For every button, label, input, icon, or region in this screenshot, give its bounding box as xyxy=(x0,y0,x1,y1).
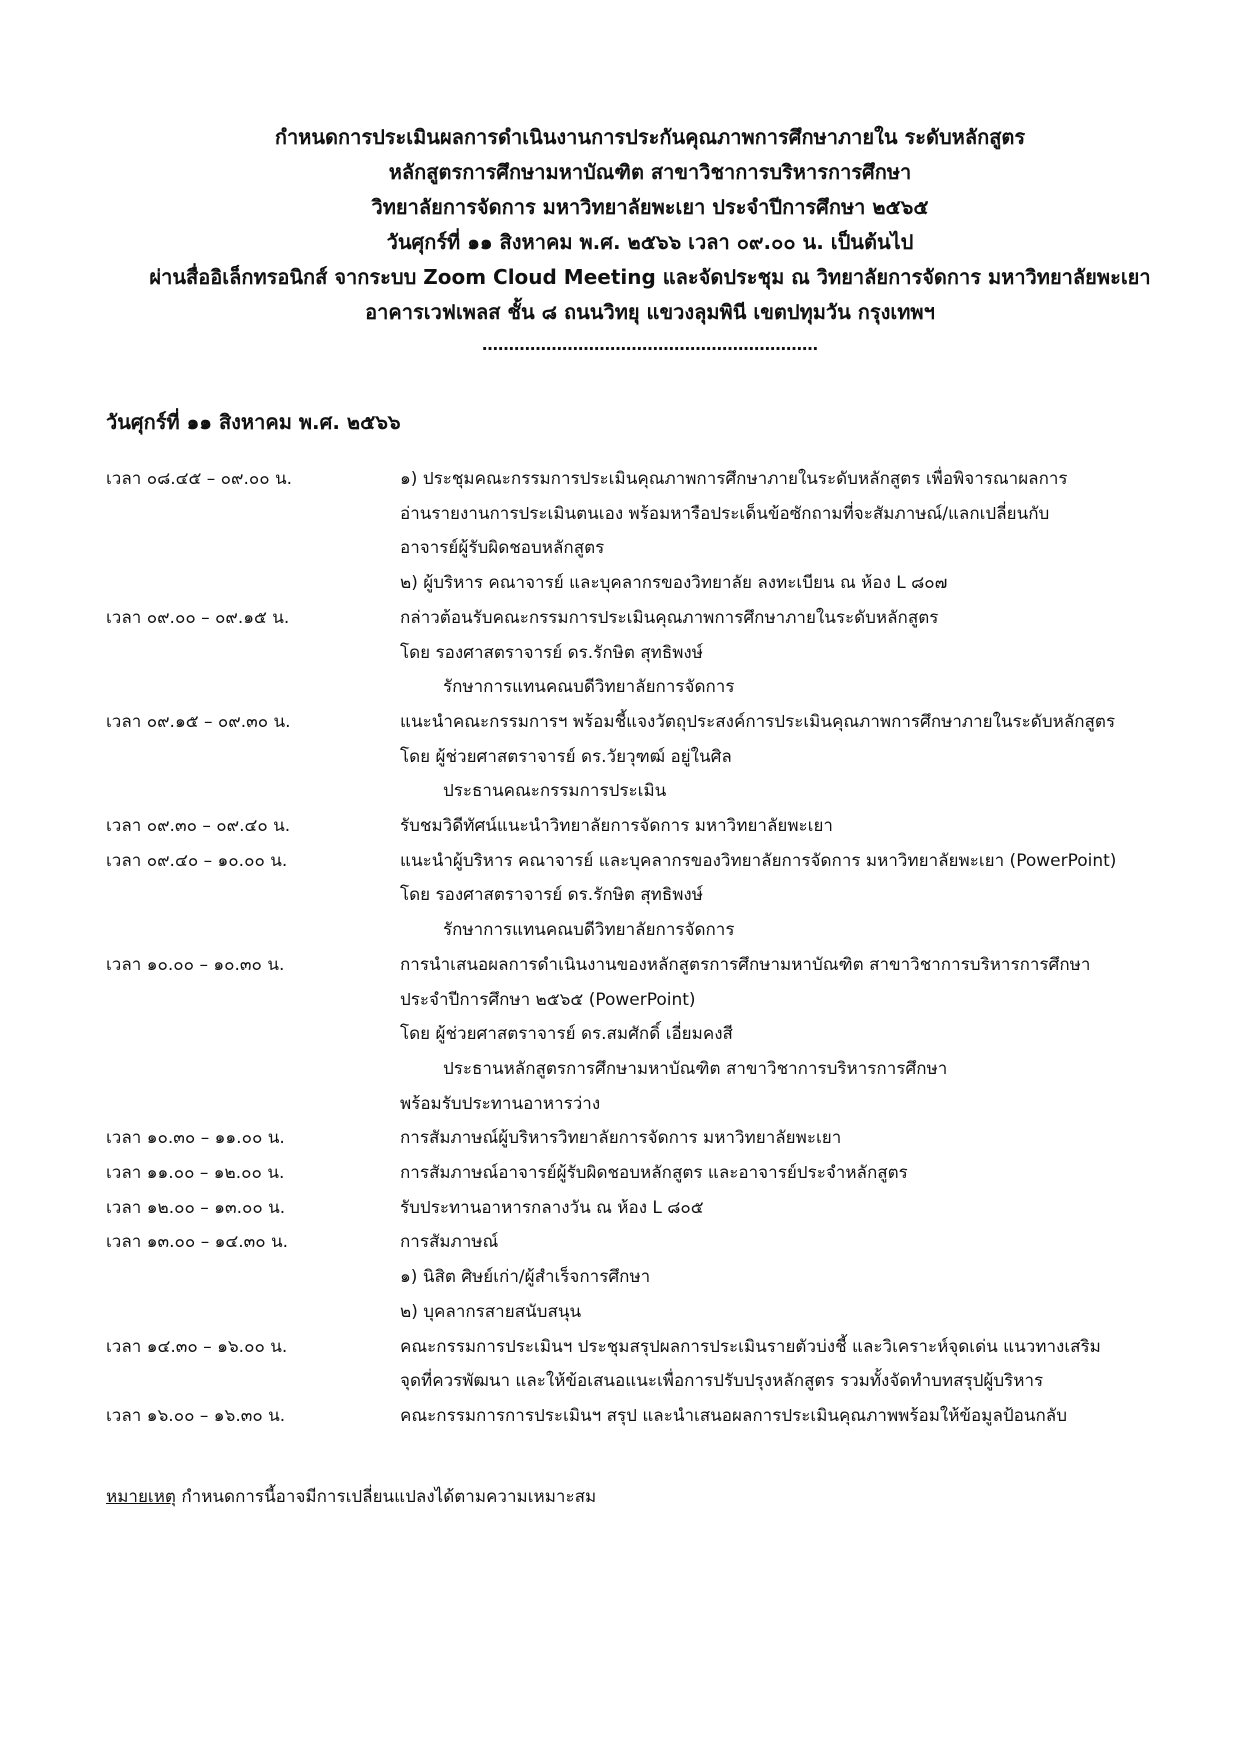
schedule-row xyxy=(106,601,1196,705)
schedule-line: คณะกรรมการการประเมินฯ สรุป และนำเสนอผลการประเมินคุณภาพพร้อมให้ข้อมูลป้อนกลับ xyxy=(400,1405,1067,1426)
schedule-content xyxy=(400,601,1196,705)
schedule-content xyxy=(400,1225,1196,1329)
schedule-line: รักษาการแทนคณบดีวิทยาลัยการจัดการ xyxy=(443,920,735,941)
schedule-row xyxy=(106,1121,1196,1156)
schedule-time: เวลา ๑๔.๓๐ – ๑๖.๐๐ น. xyxy=(106,1336,288,1357)
schedule-time: เวลา ๑๐.๓๐ – ๑๑.๐๐ น. xyxy=(106,1128,285,1149)
schedule-line: ๑) นิสิต ศิษย์เก่า/ผู้สำเร็จการศึกษา xyxy=(400,1267,651,1288)
schedule-time: เวลา ๑๒.๐๐ – ๑๓.๐๐ น. xyxy=(106,1197,286,1218)
schedule-row xyxy=(106,705,1196,809)
schedule-line: การสัมภาษณ์ผู้บริหารวิทยาลัยการจัดการ มหาวิทยาลัยพะเยา xyxy=(400,1128,842,1149)
schedule-line: จุดที่ควรพัฒนา และให้ข้อเสนอแนะเพื่อการปรับปรุงหลักสูตร รวมทั้งจัดทำบทสรุปผู้บริหาร xyxy=(400,1371,1044,1392)
schedule-content xyxy=(400,1156,1196,1191)
schedule-content xyxy=(400,705,1196,809)
schedule-line: แนะนำคณะกรรมการฯ พร้อมชี้แจงวัตถุประสงค์การประเมินคุณภาพการศึกษาภายในระดับหลักสูตร xyxy=(400,711,1116,732)
day-heading: วันศุกร์ที่ ๑๑ สิงหาคม พ.ศ. ๒๕๖๖ xyxy=(106,410,401,434)
header-program: หลักสูตรการศึกษามหาบัณฑิต สาขาวิชาการบริหารการศึกษา xyxy=(388,160,912,184)
schedule-line: ๑) ประชุมคณะกรรมการประเมินคุณภาพการศึกษาภายในระดับหลักสูตร เพื่อพิจารณาผลการ xyxy=(400,469,1068,489)
schedule-content xyxy=(400,1330,1196,1399)
schedule-row xyxy=(106,462,1196,601)
schedule-line: ๒) บุคลากรสายสนับสนุน xyxy=(400,1301,582,1322)
schedule-line: แนะนำผู้บริหาร คณาจารย์ และบุคลากรของวิทยาลัยการจัดการ มหาวิทยาลัยพะเยา (PowerPoint) xyxy=(400,850,1117,871)
schedule-line: รักษาการแทนคณบดีวิทยาลัยการจัดการ xyxy=(443,677,735,698)
schedule-row xyxy=(106,1156,1196,1191)
schedule-line: อาจารย์ผู้รับผิดชอบหลักสูตร xyxy=(400,538,605,559)
schedule-line: โดย รองศาสตราจารย์ ดร.รักษิต สุทธิพงษ์ xyxy=(400,642,703,663)
schedule-row xyxy=(106,1225,1196,1329)
schedule-line: คณะกรรมการประเมินฯ ประชุมสรุปผลการประเมินรายตัวบ่งชี้ และวิเคราะห์จุดเด่น แนวทางเสริม xyxy=(400,1336,1101,1357)
schedule-content xyxy=(400,1191,1196,1226)
header-channel: ผ่านสื่ออิเล็กทรอนิกส์ จากระบบ Zoom Cloud Meeting และจัดประชุม ณ วิทยาลัยการจัดการ มหาวิทยาลัยพะเยา xyxy=(149,265,1151,289)
schedule-line: ๒) ผู้บริหาร คณาจารย์ และบุคลากรของวิทยาลัย ลงทะเบียน ณ ห้อง L ๘๐๗ xyxy=(400,573,948,594)
schedule xyxy=(106,462,1196,1434)
schedule-time: เวลา ๐๙.๔๐ – ๑๐.๐๐ น. xyxy=(106,850,288,871)
schedule-time: เวลา ๐๙.๐๐ – ๐๙.๑๕ น. xyxy=(106,607,290,628)
schedule-row xyxy=(106,948,1196,1122)
schedule-line: โดย ผู้ช่วยศาสตราจารย์ ดร.สมศักดิ์ เอี่ยมคงสี xyxy=(400,1024,733,1045)
schedule-content xyxy=(400,844,1196,948)
schedule-line: กล่าวต้อนรับคณะกรรมการประเมินคุณภาพการศึกษาภายในระดับหลักสูตร xyxy=(400,607,939,628)
schedule-content xyxy=(400,462,1196,601)
schedule-line: ประธานหลักสูตรการศึกษามหาบัณฑิต สาขาวิชาการบริหารการศึกษา xyxy=(443,1058,948,1079)
header-date: วันศุกร์ที่ ๑๑ สิงหาคม พ.ศ. ๒๕๖๖ เวลา ๐๙.๐๐ น. เป็นต้นไป xyxy=(386,230,914,254)
schedule-time: เวลา ๑๖.๐๐ – ๑๖.๓๐ น. xyxy=(106,1405,286,1426)
schedule-line: ประจำปีการศึกษา ๒๕๖๕ (PowerPoint) xyxy=(400,989,696,1010)
schedule-line: รับประทานอาหารกลางวัน ณ ห้อง L ๘๐๕ xyxy=(400,1197,704,1218)
footnote-text: กำหนดการนี้อาจมีการเปลี่ยนแปลงได้ตามความเหมาะสม xyxy=(175,1487,597,1507)
schedule-line: รับชมวิดีทัศน์แนะนำวิทยาลัยการจัดการ มหาวิทยาลัยพะเยา xyxy=(400,816,833,837)
schedule-content xyxy=(400,948,1196,1122)
schedule-line: ประธานคณะกรรมการประเมิน xyxy=(443,781,667,802)
schedule-content xyxy=(400,1121,1196,1156)
footnote xyxy=(106,1480,596,1514)
schedule-line: การสัมภาษณ์ xyxy=(400,1232,499,1253)
schedule-time: เวลา ๑๓.๐๐ – ๑๔.๓๐ น. xyxy=(106,1232,289,1253)
schedule-time: เวลา ๑๑.๐๐ – ๑๒.๐๐ น. xyxy=(106,1163,285,1184)
header-venue: อาคารเวฟเพลส ชั้น ๘ ถนนวิทยุ แขวงลุมพินี เขตปทุมวัน กรุงเทพฯ xyxy=(365,300,935,324)
schedule-line: โดย รองศาสตราจารย์ ดร.รักษิต สุทธิพงษ์ xyxy=(400,885,703,906)
schedule-content xyxy=(400,1399,1196,1434)
schedule-time: เวลา ๐๘.๔๕ – ๐๙.๐๐ น. xyxy=(106,469,293,489)
schedule-line: โดย ผู้ช่วยศาสตราจารย์ ดร.วัยวุฑฒ์ อยู่ในศิล xyxy=(400,746,732,767)
schedule-line: พร้อมรับประทานอาหารว่าง xyxy=(400,1093,601,1114)
document-header xyxy=(110,120,1190,360)
schedule-content xyxy=(400,809,1196,844)
header-title: กำหนดการประเมินผลการดำเนินงานการประกันคุณภาพการศึกษาภายใน ระดับหลักสูตร xyxy=(274,125,1026,149)
schedule-time: เวลา ๐๙.๑๕ – ๐๙.๓๐ น. xyxy=(106,711,291,732)
schedule-row xyxy=(106,844,1196,948)
schedule-row xyxy=(106,1191,1196,1226)
schedule-row xyxy=(106,809,1196,844)
schedule-row xyxy=(106,1330,1196,1399)
schedule-line: อ่านรายงานการประเมินตนเอง พร้อมหารือประเด็นข้อซักถามที่จะสัมภาษณ์/แลกเปลี่ยนกับ xyxy=(400,503,1050,524)
header-divider: ……………………………………………………… xyxy=(482,335,818,354)
schedule-time: เวลา ๑๐.๐๐ – ๑๐.๓๐ น. xyxy=(106,954,285,975)
header-college: วิทยาลัยการจัดการ มหาวิทยาลัยพะเยา ประจำปีการศึกษา ๒๕๖๕ xyxy=(371,195,929,219)
footnote-label: หมายเหตุ xyxy=(106,1487,176,1507)
schedule-line: การนำเสนอผลการดำเนินงานของหลักสูตรการศึกษามหาบัณฑิต สาขาวิชาการบริหารการศึกษา xyxy=(400,954,1091,975)
schedule-line: การสัมภาษณ์อาจารย์ผู้รับผิดชอบหลักสูตร และอาจารย์ประจำหลักสูตร xyxy=(400,1163,908,1184)
schedule-row xyxy=(106,1399,1196,1434)
schedule-time: เวลา ๐๙.๓๐ – ๐๙.๔๐ น. xyxy=(106,816,291,837)
